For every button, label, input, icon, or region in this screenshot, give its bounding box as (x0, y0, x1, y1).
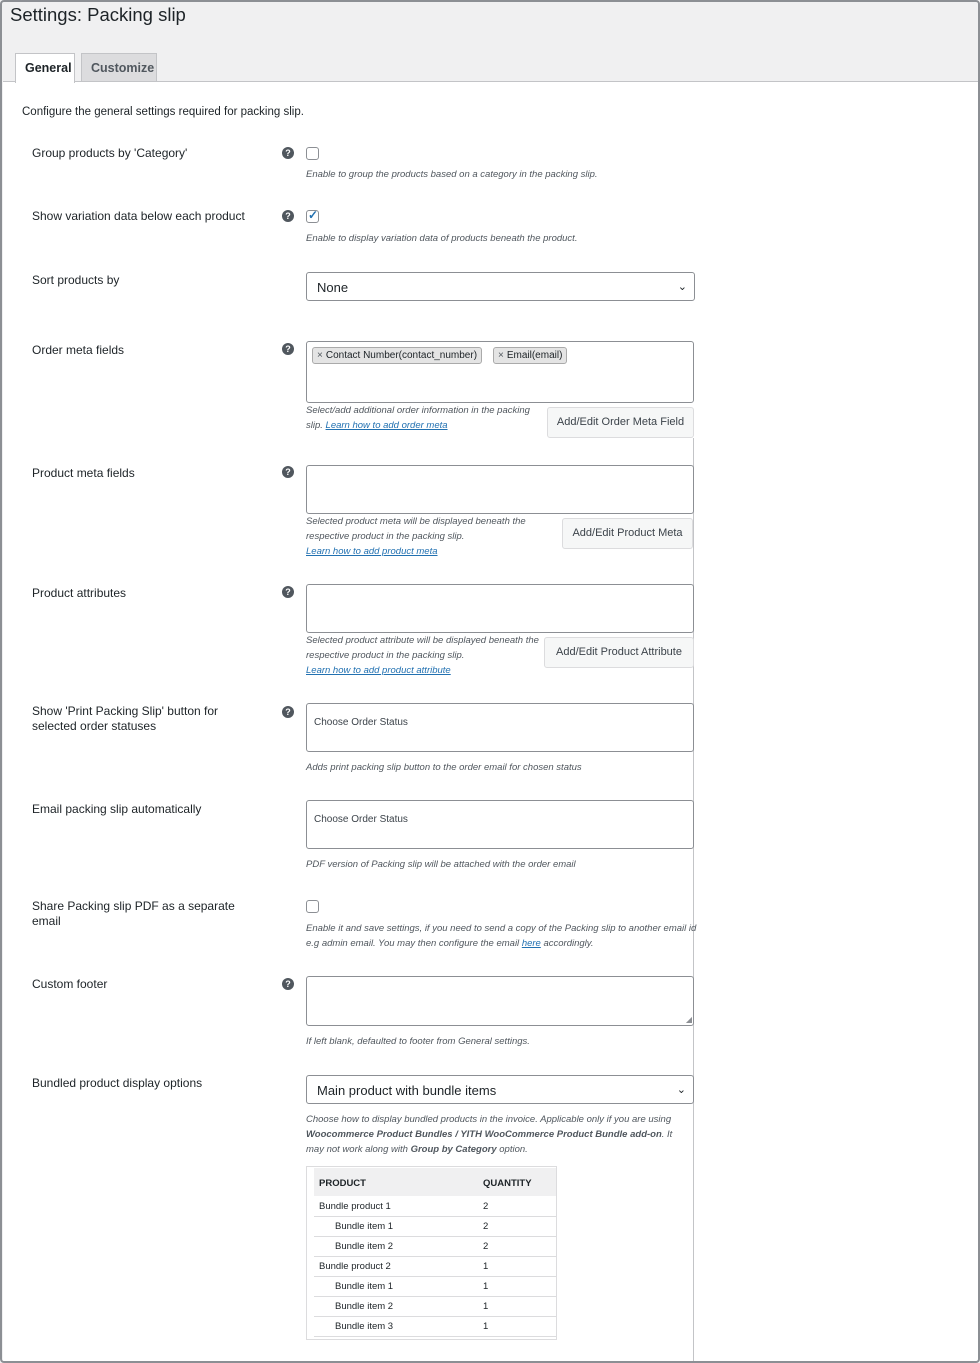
help-icon[interactable]: ? (282, 466, 294, 478)
product-attributes-multiselect[interactable] (306, 584, 694, 633)
column-divider (693, 438, 694, 1363)
intro-text: Configure the general settings required for packing slip. (22, 106, 304, 118)
bundled-display-value: Main product with bundle items (317, 1083, 497, 1098)
bundled-display-select[interactable] (306, 1075, 694, 1104)
bundled-display-description: Choose how to display bundled products in the invoice. Applicable only if you are using Woocommerce Product Bundles / YITH WooCommerce Product Bundle add-on. It may not work along with Group by Category option. (306, 1114, 673, 1155)
product-meta-description: Selected product meta will be displayed beneath the respective product in the packing slip. Learn how to add product meta (306, 516, 526, 557)
table-row: Bundle product 2 1 (314, 1257, 556, 1277)
group-by-category-checkbox[interactable] (306, 147, 319, 160)
help-icon[interactable]: ? (282, 147, 294, 159)
bundle-preview-table (306, 1166, 557, 1340)
show-variation-label: Show variation data below each product (32, 209, 245, 223)
column-header-product: PRODUCT (319, 1178, 366, 1189)
separate-email-label: Share Packing slip PDF as a separate email (32, 899, 235, 928)
bundled-display-label: Bundled product display options (32, 1076, 203, 1090)
help-icon[interactable]: ? (282, 978, 294, 990)
email-config-here-link[interactable]: here (521, 938, 541, 949)
check-icon: ✓ (308, 208, 319, 222)
separate-email-description: Enable it and save settings, if you need to send a copy of the Packing slip to another email id e.g admin email. You may then configure the email here accordingly. (306, 923, 697, 949)
remove-icon[interactable]: × (317, 350, 323, 361)
sort-products-select[interactable] (306, 272, 695, 301)
print-button-statuses-description: Adds print packing slip button to the order email for chosen status (306, 762, 582, 773)
product-attributes-description: Selected product attribute will be displayed beneath the respective product in the packing slip. Learn how to add product attribute (306, 635, 539, 676)
chevron-down-icon: ⌄ (677, 281, 687, 293)
help-icon[interactable]: ? (282, 706, 294, 718)
sort-products-value: None (317, 280, 349, 295)
help-icon[interactable]: ? (282, 343, 294, 355)
order-meta-multiselect[interactable] (306, 341, 694, 403)
remove-icon[interactable]: × (498, 350, 504, 361)
help-icon[interactable]: ? (282, 210, 294, 222)
learn-product-attribute-link[interactable]: Learn how to add product attribute (306, 665, 451, 676)
print-button-status-select[interactable] (306, 703, 694, 752)
learn-product-meta-link[interactable]: Learn how to add product meta (306, 546, 438, 557)
table-row: Bundle item 2 1 (314, 1297, 556, 1317)
learn-order-meta-link[interactable]: Learn how to add order meta (325, 420, 448, 431)
product-meta-label: Product meta fields (32, 466, 135, 480)
group-by-category-label: Group products by 'Category' (32, 146, 188, 160)
custom-footer-label: Custom footer (32, 977, 108, 991)
tab-customize[interactable]: Customize (81, 53, 157, 82)
table-row: Bundle item 1 2 (314, 1217, 556, 1237)
table-row: Bundle product 1 2 (314, 1197, 556, 1217)
table-row: Bundle item 2 2 (314, 1237, 556, 1257)
table-row: Bundle item 1 1 (314, 1277, 556, 1297)
add-edit-order-meta-button[interactable]: Add/Edit Order Meta Field (547, 407, 694, 438)
sort-products-label: Sort products by (32, 273, 120, 287)
resize-handle-icon[interactable]: ◢ (685, 1015, 692, 1024)
custom-footer-textarea[interactable] (306, 976, 694, 1026)
help-icon[interactable]: ? (282, 586, 294, 598)
tab-general[interactable]: General (15, 53, 75, 83)
email-auto-status-placeholder: Choose Order Status (314, 814, 408, 825)
show-variation-description: Enable to display variation data of products beneath the product. (306, 233, 578, 244)
email-auto-status-select[interactable] (306, 800, 694, 849)
print-button-status-placeholder: Choose Order Status (314, 717, 408, 728)
order-meta-label: Order meta fields (32, 343, 125, 357)
chevron-down-icon: ⌄ (676, 1084, 686, 1096)
product-attributes-label: Product attributes (32, 586, 127, 600)
table-row: Bundle item 3 1 (314, 1317, 556, 1337)
separate-email-checkbox[interactable] (306, 900, 319, 913)
show-variation-checkbox[interactable] (306, 210, 319, 223)
print-button-statuses-label: Show 'Print Packing Slip' button for selected order statuses (32, 704, 219, 733)
table-header (314, 1168, 556, 1196)
add-edit-product-attribute-button[interactable]: Add/Edit Product Attribute (544, 637, 694, 668)
product-meta-multiselect[interactable] (306, 465, 694, 514)
group-by-category-description: Enable to group the products based on a category in the packing slip. (306, 169, 598, 180)
custom-footer-description: If left blank, defaulted to footer from General settings. (306, 1036, 530, 1047)
email-auto-description: PDF version of Packing slip will be attached with the order email (306, 859, 576, 870)
email-auto-label: Email packing slip automatically (32, 802, 202, 816)
add-edit-product-meta-button[interactable]: Add/Edit Product Meta (562, 518, 693, 549)
order-meta-chip[interactable]: × Email(email) (493, 347, 567, 364)
column-header-quantity: QUANTITY (483, 1178, 532, 1189)
order-meta-description: Select/add additional order information in the packing slip. Learn how to add order meta (306, 405, 530, 431)
page-title: Settings: Packing slip (10, 4, 186, 25)
order-meta-chip[interactable]: × Contact Number(contact_number) (312, 347, 482, 364)
